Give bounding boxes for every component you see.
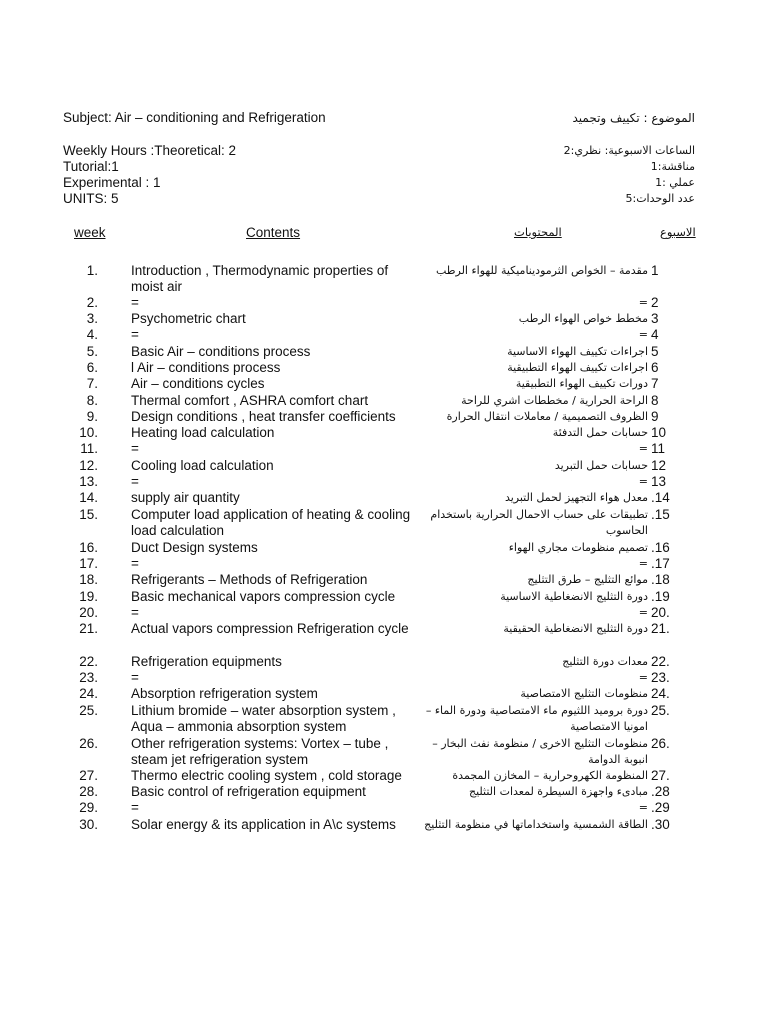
content-text: Thermal comfort , ASHRA comfort chart bbox=[131, 393, 369, 408]
content-text: Duct Design systems bbox=[131, 540, 258, 555]
content-text: Design conditions , heat transfer coefficients bbox=[131, 409, 396, 424]
content-text-ar: حسابات حمل التدفئة bbox=[552, 426, 648, 439]
content-text-ar: = bbox=[638, 606, 648, 619]
content-text-ar: حسابات حمل التبريد bbox=[554, 459, 648, 472]
week-number: 15. bbox=[79, 507, 98, 522]
week-number-ar: 21. bbox=[651, 621, 670, 636]
week-number: 16. bbox=[79, 540, 98, 555]
week-number-ar: 20. bbox=[651, 605, 670, 620]
week-number: 22. bbox=[79, 654, 98, 669]
content-text-ar: = bbox=[638, 475, 648, 488]
experimental-label: Experimental : 1 bbox=[63, 175, 161, 190]
content-text: Absorption refrigeration system bbox=[131, 686, 318, 701]
content-text-ar: معدل هواء التجهيز لحمل التبريد bbox=[504, 491, 648, 504]
week-number: 2. bbox=[86, 295, 98, 310]
week-number: 29. bbox=[79, 800, 98, 815]
week-number-ar: 12 bbox=[651, 458, 667, 473]
weekly-hours-label-ar: الساعات الاسبوعية: نظري:2 bbox=[563, 144, 695, 157]
content-text-ar: الظروف التصميمية / معاملات انتقال الحرارة bbox=[446, 410, 648, 423]
week-number-ar: 3 bbox=[651, 311, 659, 326]
content-text: Basic Air – conditions process bbox=[131, 344, 311, 359]
week-number: 20. bbox=[79, 605, 98, 620]
subject-label-ar: الموضوع : تكييف وتجميد bbox=[572, 111, 695, 125]
content-text-ar: مقدمة – الخواص الثرموديناميكية للهواء الرطب bbox=[435, 264, 648, 277]
content-text: supply air quantity bbox=[131, 490, 240, 505]
week-number-ar: 13 bbox=[651, 474, 667, 489]
content-text-ar: = bbox=[638, 442, 648, 455]
week-number-ar: .29 bbox=[651, 800, 670, 815]
content-text: Computer load application of heating & cooling load calculation bbox=[131, 507, 411, 539]
experimental-label-ar: عملي :1 bbox=[655, 176, 695, 189]
weekly-hours-label: Weekly Hours :Theoretical: 2 bbox=[63, 143, 237, 158]
week-number-ar: .15 bbox=[651, 507, 670, 522]
week-number-ar: 23. bbox=[651, 670, 670, 685]
content-text: Actual vapors compression Refrigeration cycle bbox=[131, 621, 409, 636]
column-header-week: week bbox=[74, 225, 106, 240]
content-text-ar: مخطط خواص الهواء الرطب bbox=[518, 312, 648, 325]
week-number-ar: 24. bbox=[651, 686, 670, 701]
week-number: 4. bbox=[86, 327, 98, 342]
content-text-ar: دورة التثليج الانضغاطية الحقيقية bbox=[503, 622, 648, 635]
week-number: 30. bbox=[79, 817, 98, 832]
week-number-ar: .17 bbox=[651, 556, 670, 571]
week-number: 6. bbox=[86, 360, 98, 375]
content-text: Psychometric chart bbox=[131, 311, 246, 326]
content-text-ar: دورة بروميد اللثيوم ماء الامتصاصية ودورة الماء – امونيا الامتصاصية bbox=[425, 704, 648, 734]
content-text-ar: المنظومة الكهروحرارية – المخازن المجمدة bbox=[452, 769, 648, 782]
units-label-ar: عدد الوحدات:5 bbox=[625, 192, 695, 205]
content-text-ar: = bbox=[638, 328, 648, 341]
content-text: Lithium bromide – water absorption system , Aqua – ammonia absorption system bbox=[131, 703, 396, 735]
week-number-ar: 11 bbox=[651, 441, 666, 456]
content-text: = bbox=[131, 605, 139, 620]
content-text: Air – conditions cycles bbox=[131, 376, 265, 391]
content-text-ar: اجراءات تكييف الهواء التطبيقية bbox=[507, 361, 648, 374]
week-number-ar: 22. bbox=[651, 654, 670, 669]
week-number: 9. bbox=[86, 409, 98, 424]
content-text-ar: الراحة الحرارية / مخططات اشري للراحة bbox=[461, 394, 648, 407]
tutorial-label-ar: مناقشة:1 bbox=[650, 160, 695, 173]
content-text: = bbox=[131, 295, 139, 310]
week-number: 1. bbox=[86, 263, 98, 278]
content-text-ar: = bbox=[638, 801, 648, 814]
content-text-ar: = bbox=[638, 671, 648, 684]
subject-label: Subject: Air – conditioning and Refrigeration bbox=[63, 110, 326, 125]
week-number: 8. bbox=[86, 393, 98, 408]
week-number-ar: .16 bbox=[651, 540, 670, 555]
content-text-ar: مبادىء واجهزة السيطرة لمعدات التثليج bbox=[468, 785, 648, 798]
content-text-ar: منظومات التثليج الاخرى / منظومة نفث البخار – انبوبة الدوامة bbox=[432, 737, 648, 767]
week-number: 5. bbox=[86, 344, 98, 359]
content-text: Refrigeration equipments bbox=[131, 654, 282, 669]
week-number-ar: 4 bbox=[651, 327, 659, 342]
week-number: 27. bbox=[79, 768, 98, 783]
week-number-ar: 2 bbox=[651, 295, 659, 310]
column-header-week-ar: الاسبوع bbox=[660, 225, 696, 239]
week-number: 14. bbox=[79, 490, 98, 505]
content-text-ar: معدات دورة التثليج bbox=[562, 655, 648, 668]
week-number-ar: .19 bbox=[651, 589, 670, 604]
week-number: 21. bbox=[79, 621, 98, 636]
week-number-ar: .30 bbox=[651, 817, 670, 832]
content-text: Basic mechanical vapors compression cycle bbox=[131, 589, 396, 604]
week-number: 3. bbox=[86, 311, 98, 326]
week-number-ar: 6 bbox=[651, 360, 659, 375]
content-text-ar: دورات تكييف الهواء التطبيقية bbox=[515, 377, 648, 390]
content-text-ar: تطبيقات على حساب الاحمال الحرارية باستخدام الحاسوب bbox=[430, 508, 648, 538]
week-number: 23. bbox=[79, 670, 98, 685]
content-text: l Air – conditions process bbox=[131, 360, 281, 375]
week-number-ar: 7 bbox=[651, 376, 659, 391]
content-text: = bbox=[131, 670, 139, 685]
week-number-ar: .18 bbox=[651, 572, 670, 587]
column-header-contents: Contents bbox=[246, 225, 301, 240]
content-text-ar: الطاقة الشمسية واستخداماتها في منظومة التثليج bbox=[424, 818, 648, 831]
content-text-ar: اجراءات تكييف الهواء الاساسية bbox=[507, 345, 648, 358]
week-number: 18. bbox=[79, 572, 98, 587]
content-text-ar: موائع التثليج – طرق التثليج bbox=[527, 573, 648, 586]
week-number-ar: 26. bbox=[651, 736, 670, 751]
content-text: = bbox=[131, 327, 139, 342]
week-number-ar: 5 bbox=[651, 344, 659, 359]
week-number-ar: 25. bbox=[651, 703, 670, 718]
content-text: = bbox=[131, 474, 139, 489]
content-text-ar: = bbox=[638, 557, 648, 570]
week-number: 10. bbox=[79, 425, 98, 440]
content-text-ar: تصميم منظومات مجاري الهواء bbox=[508, 541, 648, 554]
week-number-ar: 8 bbox=[651, 393, 659, 408]
content-text-ar: دورة التثليج الانضغاطية الاساسية bbox=[500, 590, 648, 603]
content-text-ar: منظومات التثليج الامتصاصية bbox=[520, 687, 648, 700]
content-text: = bbox=[131, 441, 139, 456]
content-text: Cooling load calculation bbox=[131, 458, 274, 473]
week-number: 19. bbox=[79, 589, 98, 604]
week-number: 7. bbox=[86, 376, 98, 391]
week-number-ar: .28 bbox=[651, 784, 670, 799]
content-text: Refrigerants – Methods of Refrigeration bbox=[131, 572, 368, 587]
content-text: Thermo electric cooling system , cold storage bbox=[131, 768, 402, 783]
week-number: 25. bbox=[79, 703, 98, 718]
week-number: 12. bbox=[79, 458, 98, 473]
content-text: Solar energy & its application in A\c systems bbox=[131, 817, 396, 832]
units-label: UNITS: 5 bbox=[63, 191, 119, 206]
column-header-contents-ar: المحتويات bbox=[514, 225, 562, 239]
content-text: = bbox=[131, 556, 139, 571]
tutorial-label: Tutorial:1 bbox=[63, 159, 119, 174]
content-text: = bbox=[131, 800, 139, 815]
content-text: Introduction , Thermodynamic properties of moist air bbox=[131, 263, 389, 295]
week-number-ar: 10 bbox=[651, 425, 667, 440]
week-number: 28. bbox=[79, 784, 98, 799]
week-number-ar: 1 bbox=[651, 263, 659, 278]
content-text: Basic control of refrigeration equipment bbox=[131, 784, 366, 799]
week-number: 26. bbox=[79, 736, 98, 751]
content-text-ar: = bbox=[638, 296, 648, 309]
week-number: 17. bbox=[79, 556, 98, 571]
week-number: 11. bbox=[80, 441, 98, 456]
week-number-ar: 27. bbox=[651, 768, 670, 783]
week-number-ar: .14 bbox=[651, 490, 670, 505]
week-number: 24. bbox=[79, 686, 98, 701]
content-text: Heating load calculation bbox=[131, 425, 275, 440]
week-number: 13. bbox=[79, 474, 98, 489]
content-text: Other refrigeration systems: Vortex – tube , steam jet refrigeration system bbox=[131, 736, 389, 768]
week-number-ar: 9 bbox=[651, 409, 659, 424]
